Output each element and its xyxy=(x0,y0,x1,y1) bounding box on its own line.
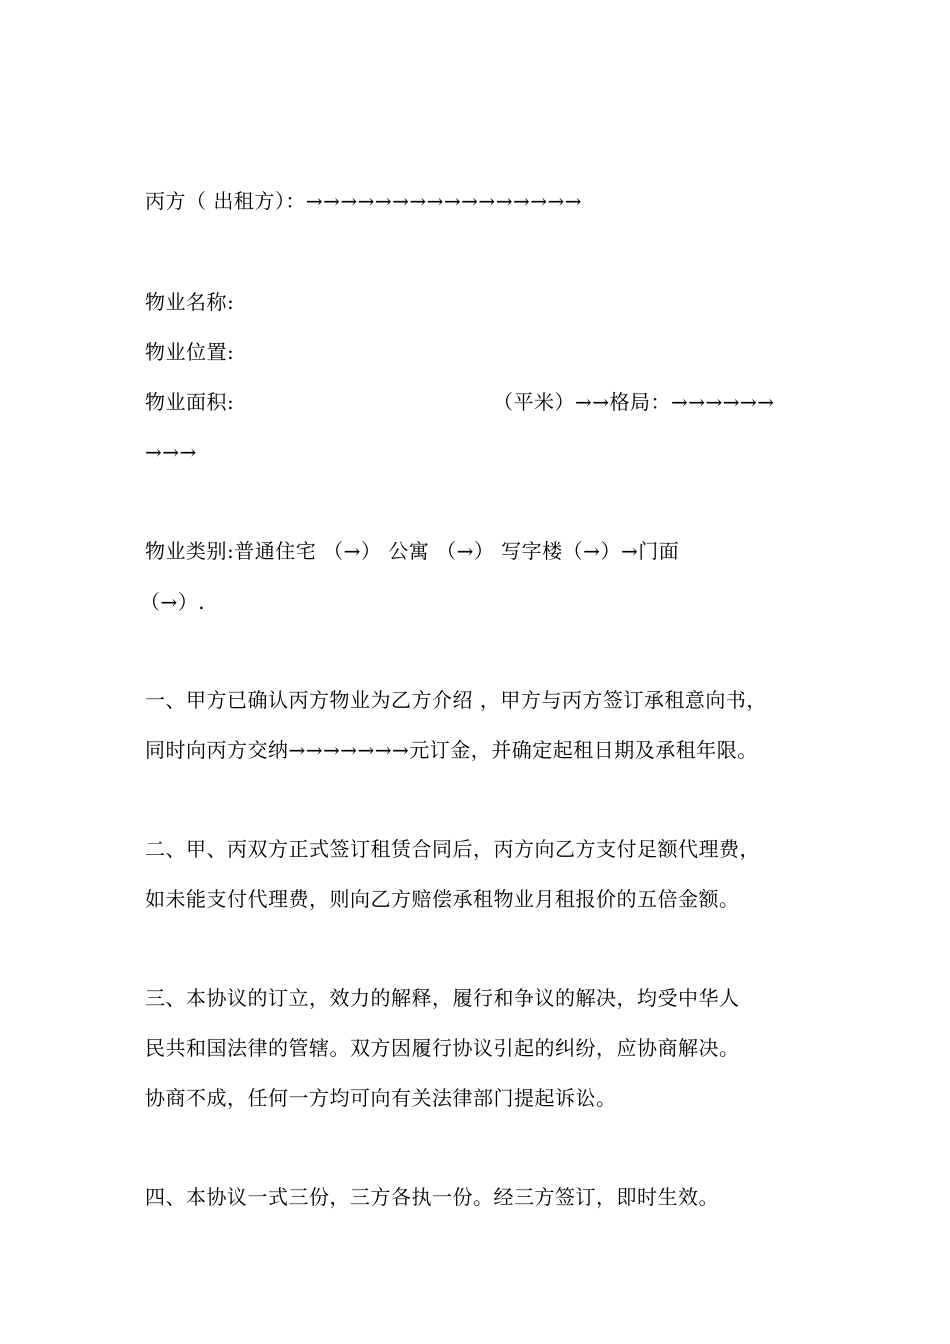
property-area-tail: （平米）→→格局：→→→→→→ xyxy=(493,390,775,414)
clause-3-line-2: 民共和国法律的管辖。双方因履行协议引起的纠纷，应协商解决。 xyxy=(145,1036,740,1060)
clause-3-line-1: 三、本协议的订立，效力的解释，履行和争议的解决，均受中华人 xyxy=(145,986,740,1010)
clause-4-line-1: 四、本协议一式三份，三方各执一份。经三方签订，即时生效。 xyxy=(145,1185,719,1209)
property-type-continuation: （→）. xyxy=(140,590,206,614)
property-area-continuation: →→→ xyxy=(145,440,197,464)
property-type-line: 物业类别:普通住宅 （→） 公寓 （→） 写字楼（→）→门面 xyxy=(145,539,680,563)
clause-2-line-1: 二、甲、丙双方正式签订租赁合同后，丙方向乙方支付足额代理费， xyxy=(145,837,760,861)
clause-3-line-3: 协商不成，任何一方均可向有关法律部门提起诉讼。 xyxy=(145,1086,617,1110)
clause-2-line-2: 如未能支付代理费，则向乙方赔偿承租物业月租报价的五倍金额。 xyxy=(145,887,740,911)
clause-1-line-1: 一、甲方已确认丙方物业为乙方介绍 ，甲方与丙方签订承租意向书， xyxy=(145,688,767,712)
property-area-label: 物业面积: xyxy=(145,390,235,414)
lessor-line: 丙方（ 出租方）：→→→→→→→→→→→→→→→→ xyxy=(145,189,582,213)
property-name-line: 物业名称: xyxy=(145,290,235,314)
property-location-line: 物业位置: xyxy=(145,340,235,364)
clause-1-line-2: 同时向丙方交纳→→→→→→→元订金，并确定起租日期及承租年限。 xyxy=(145,738,758,762)
